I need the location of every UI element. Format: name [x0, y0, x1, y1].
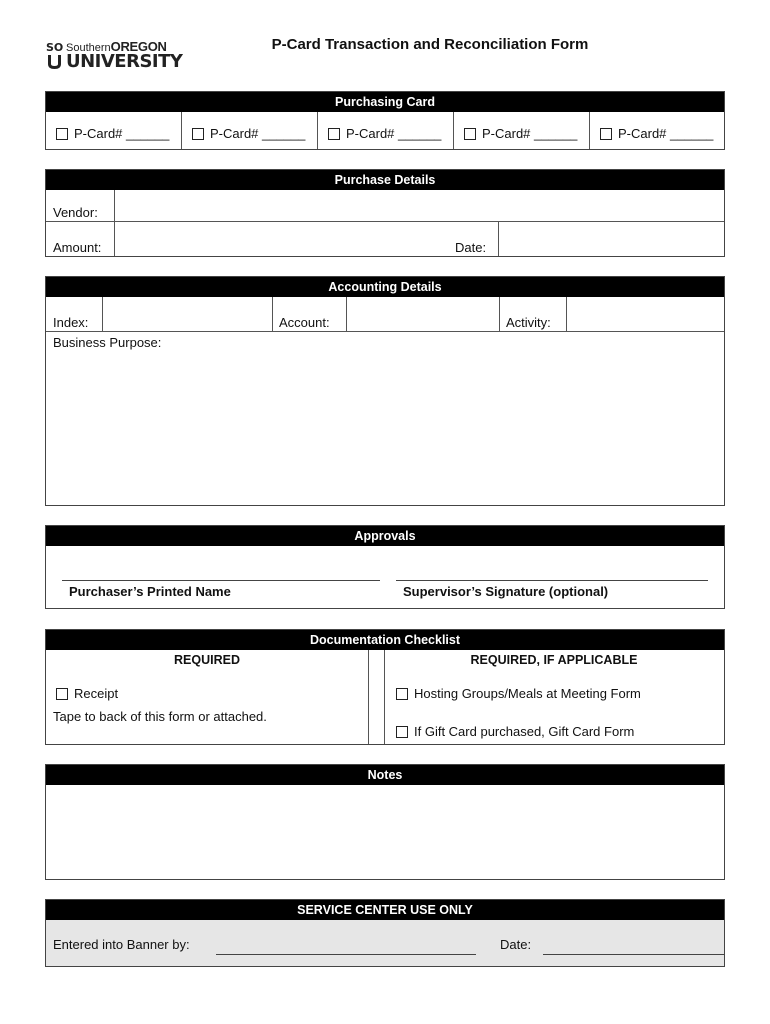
section-heading: Documentation Checklist — [46, 630, 724, 650]
supervisor-signature-label: Supervisor’s Signature (optional) — [403, 584, 609, 599]
applicable-heading: REQUIRED, IF APPLICABLE — [470, 653, 638, 667]
page-title: P-Card Transaction and Reconciliation Form — [271, 36, 589, 53]
checkbox-icon[interactable] — [328, 128, 340, 140]
checkbox-icon[interactable] — [56, 688, 68, 700]
required-heading: REQUIRED — [174, 653, 240, 667]
section-heading: Purchase Details — [46, 170, 724, 190]
section-heading: Approvals — [46, 526, 724, 546]
so-logo-icon — [46, 40, 63, 70]
svg-text:SO: SO — [46, 41, 63, 54]
date-field[interactable] — [502, 225, 720, 253]
receipt-checkbox-item[interactable]: Receipt — [56, 686, 118, 701]
account-field[interactable] — [350, 299, 495, 329]
service-date-label: Date: — [500, 937, 532, 952]
accounting-details-section — [45, 276, 725, 506]
gift-card-checkbox-item[interactable]: If Gift Card purchased, Gift Card Form — [396, 724, 634, 739]
amount-field[interactable] — [118, 225, 444, 253]
account-label: Account: — [279, 315, 330, 330]
purchase-details-section — [45, 169, 725, 257]
notes-section — [45, 764, 725, 880]
business-purpose-field[interactable] — [53, 353, 717, 499]
section-heading: Purchasing Card — [46, 92, 724, 112]
approvals-section — [45, 525, 725, 609]
section-heading: Accounting Details — [46, 277, 724, 297]
purchasing-card-section — [45, 91, 725, 150]
index-label: Index: — [53, 315, 89, 330]
pcard-option-5[interactable]: P-Card# ______ — [600, 126, 713, 141]
vendor-label: Vendor: — [53, 205, 98, 220]
purchaser-name-line[interactable] — [62, 580, 380, 581]
pcard-option-2[interactable]: P-Card# ______ — [192, 126, 305, 141]
section-heading: Notes — [46, 765, 724, 785]
index-field[interactable] — [106, 299, 268, 329]
checkbox-icon[interactable] — [192, 128, 204, 140]
checkbox-icon[interactable] — [56, 128, 68, 140]
vendor-field[interactable] — [118, 194, 718, 218]
documentation-checklist-section — [45, 629, 725, 745]
service-date-line[interactable] — [543, 954, 725, 955]
business-purpose-label: Business Purpose: — [53, 335, 162, 350]
date-label: Date: — [455, 240, 487, 255]
logo-wordmark-top: SouthernOREGON — [66, 39, 167, 54]
service-center-section — [45, 899, 725, 967]
checkbox-icon[interactable] — [600, 128, 612, 140]
receipt-note: Tape to back of this form or attached. — [53, 709, 267, 724]
checkbox-icon[interactable] — [396, 726, 408, 738]
pcard-option-1[interactable]: P-Card# ______ — [56, 126, 169, 141]
activity-label: Activity: — [506, 315, 551, 330]
entered-by-line[interactable] — [216, 954, 476, 955]
purchaser-name-label: Purchaser’s Printed Name — [69, 584, 231, 599]
entered-by-label: Entered into Banner by: — [53, 937, 190, 952]
university-logo — [46, 39, 183, 72]
section-heading: SERVICE CENTER USE ONLY — [46, 900, 724, 920]
pcard-option-4[interactable]: P-Card# ______ — [464, 126, 577, 141]
notes-field[interactable] — [52, 789, 718, 875]
checkbox-icon[interactable] — [464, 128, 476, 140]
amount-label: Amount: — [53, 240, 102, 255]
hosting-form-checkbox-item[interactable]: Hosting Groups/Meals at Meeting Form — [396, 686, 641, 701]
checkbox-icon[interactable] — [396, 688, 408, 700]
activity-field[interactable] — [570, 299, 720, 329]
supervisor-signature-line[interactable] — [396, 580, 708, 581]
logo-wordmark-bottom: UNIVERSITY — [66, 51, 183, 72]
pcard-option-3[interactable]: P-Card# ______ — [328, 126, 441, 141]
